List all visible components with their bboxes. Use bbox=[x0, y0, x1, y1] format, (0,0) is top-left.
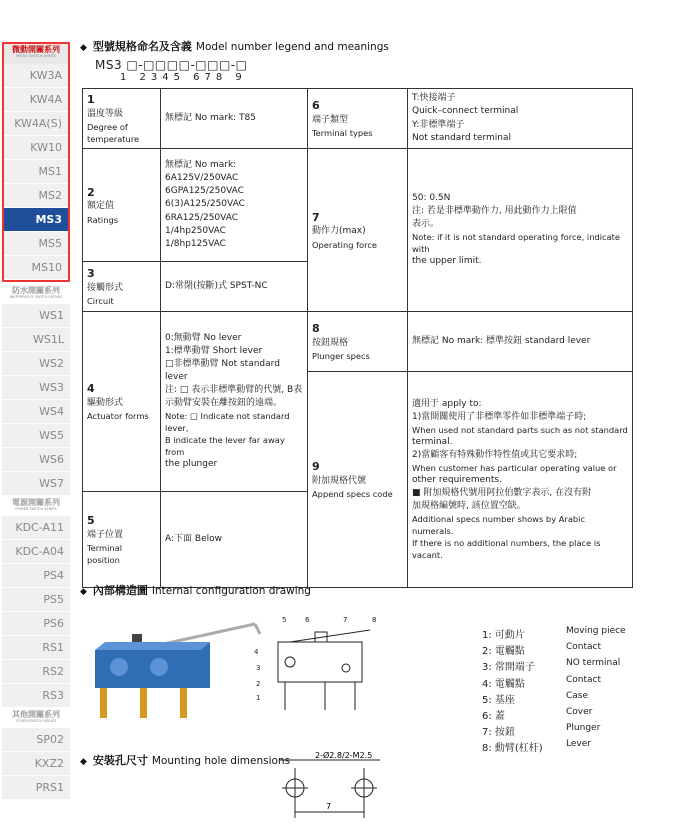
cell-line: 50: 0.5N bbox=[412, 192, 451, 203]
group-header: 微動開關系列 MICRO SWITCH SERIES bbox=[4, 44, 68, 64]
sidebar-item-kxz2[interactable]: KXZ2 bbox=[2, 752, 70, 776]
cell-line: the plunger bbox=[165, 459, 218, 470]
cell-line: terminal. bbox=[412, 436, 453, 447]
cell-line: the upper limit. bbox=[412, 256, 482, 267]
sidebar-item-ws3[interactable]: WS3 bbox=[2, 376, 70, 400]
callout-7: 7 bbox=[343, 616, 348, 624]
legend-en: Case bbox=[566, 690, 589, 701]
cell-line: 1/4hp250VAC bbox=[165, 225, 226, 236]
cell-line: B indicate the lever far away from bbox=[165, 435, 285, 458]
cell-label-3: 3 接觸形式 Circuit bbox=[83, 262, 161, 312]
cell-label-8: 8 按鈕規格 Plunger specs bbox=[308, 312, 408, 372]
cell-line: 加規格編號時, 該位置空缺。 bbox=[412, 501, 526, 512]
legend-item bbox=[482, 675, 626, 691]
cell-value-2 bbox=[161, 149, 308, 262]
sidebar-item-ms3[interactable]: MS3 bbox=[4, 208, 68, 232]
sidebar-item-ms10[interactable]: MS10 bbox=[4, 256, 68, 280]
cell-line: Not standard terminal bbox=[412, 132, 512, 143]
cell-line: □非標準動臂 Not standard lever bbox=[165, 358, 280, 382]
parts-legend bbox=[482, 626, 626, 756]
cell-value-7 bbox=[408, 149, 633, 312]
cell-label-5: 5 端子位置 Terminal position bbox=[83, 492, 161, 588]
cell-line: 6A125V/250VAC bbox=[165, 173, 239, 184]
sidebar-item-kdca04[interactable]: KDC-A04 bbox=[2, 540, 70, 564]
cell-line: 0:無動臂 No lever bbox=[165, 332, 242, 343]
legend-cn: 7: 按鈕 bbox=[482, 727, 515, 739]
product-photo bbox=[90, 612, 265, 732]
cell-line: Note: if it is not standard operating force, indicate with bbox=[412, 232, 621, 255]
cell-line: 注: 若是非標準動作力, 用此動作力上限值 bbox=[412, 205, 577, 216]
cell-value-1: 無標記 No mark: T85 bbox=[161, 89, 308, 149]
mounting-drawing bbox=[260, 748, 400, 828]
sidebar-item-ms5[interactable]: MS5 bbox=[4, 232, 68, 256]
callout-2: 2 bbox=[256, 680, 261, 688]
callout-5: 5 bbox=[282, 616, 287, 624]
model-code: MS3 □-□□□□-□□□-□ bbox=[95, 58, 248, 72]
cell-line: 6GPA125/250VAC bbox=[165, 186, 244, 197]
sidebar-item-ms1[interactable]: MS1 bbox=[4, 160, 68, 184]
cell-label-2: 2 額定值 Ratings bbox=[83, 149, 161, 262]
cell-value-5: A:下面 Below bbox=[161, 492, 308, 588]
sidebar-item-ps6[interactable]: PS6 bbox=[2, 612, 70, 636]
model-code-positions: 1 2345 678 9 bbox=[120, 72, 247, 83]
sidebar bbox=[2, 42, 70, 802]
sidebar-item-kdca11[interactable]: KDC-A11 bbox=[2, 516, 70, 540]
sidebar-item-rs1[interactable]: RS1 bbox=[2, 636, 70, 660]
cell-line: Quick–connect terminal bbox=[412, 106, 519, 117]
section-title-legend: ◆ 型號規格命名及含義 Model number legend and meanings bbox=[80, 40, 389, 53]
section-title-mounting: ◆ 安裝孔尺寸 Mounting hole dimensions bbox=[80, 754, 291, 767]
sidebar-item-kw4as[interactable]: KW4A(S) bbox=[4, 112, 68, 136]
legend-en: Lever bbox=[566, 739, 591, 750]
legend-en: Contact bbox=[566, 674, 602, 685]
cell-line: 適用于 apply to: bbox=[412, 398, 482, 409]
section-title-internal: ◆ 內部構造圖 Internal configuration drawing bbox=[80, 584, 311, 597]
cell-label-7: 7 動作力(max) Operating force bbox=[308, 149, 408, 312]
cell-label-9: 9 附加規格代號 Append specs code bbox=[308, 372, 408, 588]
legend-en: Plunger bbox=[566, 723, 601, 734]
cell-label-1: 1 溫度等級 Degree of temperature bbox=[83, 89, 161, 149]
group-header: 其他開關系列 OTHER SWITCH SERIES bbox=[2, 710, 70, 728]
legend-en: Contact bbox=[566, 642, 602, 653]
legend-cn: 6: 蓋 bbox=[482, 710, 505, 722]
cell-line: 6(3)A125/250VAC bbox=[165, 199, 245, 210]
group-header: 電源開關系列 POWER SWITCH SERIES bbox=[2, 498, 70, 516]
cell-value-9 bbox=[408, 372, 633, 588]
cell-line: other requirements. bbox=[412, 475, 502, 486]
sidebar-item-ws5[interactable]: WS5 bbox=[2, 424, 70, 448]
hole-dimension-label: 2-Ø2.8/2-M2.5 bbox=[315, 751, 373, 760]
sidebar-item-sp02[interactable]: SP02 bbox=[2, 728, 70, 752]
cell-label-6: 6 端子類型 Terminal types bbox=[308, 89, 408, 149]
legend-cn: 3: 常開端子 bbox=[482, 662, 535, 674]
legend-en: Moving piece bbox=[566, 626, 626, 636]
cell-label-4: 4 驅動形式 Actuator forms bbox=[83, 312, 161, 492]
sidebar-item-ws7[interactable]: WS7 bbox=[2, 472, 70, 496]
sidebar-item-kw10[interactable]: KW10 bbox=[4, 136, 68, 160]
internal-drawing bbox=[250, 612, 380, 722]
cell-line: 無標記 No mark: bbox=[165, 160, 237, 171]
cell-line: 6RA125/250VAC bbox=[165, 212, 239, 223]
sidebar-item-ps4[interactable]: PS4 bbox=[2, 564, 70, 588]
legend-en: NO terminal bbox=[566, 658, 621, 669]
cell-line: 表示。 bbox=[412, 219, 440, 229]
sidebar-group-micro bbox=[2, 42, 70, 282]
callout-1: 1 bbox=[256, 694, 261, 702]
cell-line: If there is no additional numbers, the place is vacant. bbox=[412, 538, 601, 561]
pitch-dimension-label: 7 bbox=[326, 802, 332, 811]
cell-line: Y:非標準端子 bbox=[412, 119, 465, 130]
diamond-icon: ◆ bbox=[80, 757, 87, 767]
sidebar-item-ws1l[interactable]: WS1L bbox=[2, 328, 70, 352]
sidebar-item-ps5[interactable]: PS5 bbox=[2, 588, 70, 612]
cell-line: 注: □ 表示非標準動臂的代號, B表 bbox=[165, 385, 303, 395]
legend-cn: 8: 動臂(杠杆) bbox=[482, 743, 543, 755]
legend-item bbox=[482, 658, 626, 674]
sidebar-item-rs3[interactable]: RS3 bbox=[2, 684, 70, 708]
cell-line: 1)當開關使用了非標準零件如非標準端子時; bbox=[412, 411, 587, 422]
sidebar-item-ms2[interactable]: MS2 bbox=[4, 184, 68, 208]
legend-item bbox=[482, 707, 626, 723]
cell-line: ■ 附加規格代號用阿拉伯數字表示, 在沒有附 bbox=[412, 488, 592, 499]
diamond-icon: ◆ bbox=[80, 43, 87, 53]
cell-value-8: 無標記 No mark: 標準按鈕 standard lever bbox=[408, 312, 633, 372]
legend-cn: 1: 可動片 bbox=[482, 630, 525, 641]
legend-en: Cover bbox=[566, 706, 593, 717]
legend-item bbox=[482, 723, 626, 739]
callout-6: 6 bbox=[305, 616, 310, 624]
cell-value-4 bbox=[161, 312, 308, 492]
cell-line: Note: □ Indicate not standard lever, bbox=[165, 411, 290, 434]
sidebar-group-power bbox=[2, 498, 70, 708]
diamond-icon: ◆ bbox=[80, 587, 87, 597]
group-header: 防水開關系列 WATERPROOF SWITCH SERIES bbox=[2, 286, 70, 304]
legend-item bbox=[482, 691, 626, 707]
legend-item bbox=[482, 626, 626, 642]
cell-line: 2)當顧客有特殊動作特性值或其它要求時; bbox=[412, 449, 578, 460]
cell-line: 示動臂安裝在離按鈕的遠端。 bbox=[165, 398, 283, 409]
cell-line: 1/8hp125VAC bbox=[165, 238, 226, 249]
sidebar-item-ws4[interactable]: WS4 bbox=[2, 400, 70, 424]
legend-cn: 5: 基座 bbox=[482, 694, 515, 706]
callout-3: 3 bbox=[256, 664, 261, 672]
sidebar-item-ws6[interactable]: WS6 bbox=[2, 448, 70, 472]
callout-4: 4 bbox=[254, 648, 259, 656]
callout-8: 8 bbox=[372, 616, 377, 624]
sidebar-item-prs1[interactable]: PRS1 bbox=[2, 776, 70, 800]
cell-line: When used not standard parts such as not standard bbox=[412, 424, 628, 435]
sidebar-item-kw3a[interactable]: KW3A bbox=[4, 64, 68, 88]
sidebar-group-waterproof bbox=[2, 286, 70, 496]
cell-line: When customer has particular operating value or bbox=[412, 463, 617, 473]
legend-item bbox=[482, 642, 626, 658]
legend-cn: 2: 電觸點 bbox=[482, 646, 525, 658]
cell-line: T:快接端子 bbox=[412, 93, 456, 104]
cell-line: Additional specs number shows by Arabic numerals. bbox=[412, 514, 586, 537]
sidebar-item-ws1[interactable]: WS1 bbox=[2, 304, 70, 328]
cell-value-3: D:常閉(按斷)式 SPST-NC bbox=[161, 262, 308, 312]
legend-item bbox=[482, 739, 626, 755]
sidebar-group-other bbox=[2, 710, 70, 800]
cell-value-6 bbox=[408, 89, 633, 149]
sidebar-item-kw4a[interactable]: KW4A bbox=[4, 88, 68, 112]
sidebar-item-rs2[interactable]: RS2 bbox=[2, 660, 70, 684]
spec-table bbox=[82, 88, 633, 588]
sidebar-item-ws2[interactable]: WS2 bbox=[2, 352, 70, 376]
legend-cn: 4: 電觸點 bbox=[482, 678, 525, 690]
cell-line: 1:標準動臂 Short lever bbox=[165, 345, 263, 356]
